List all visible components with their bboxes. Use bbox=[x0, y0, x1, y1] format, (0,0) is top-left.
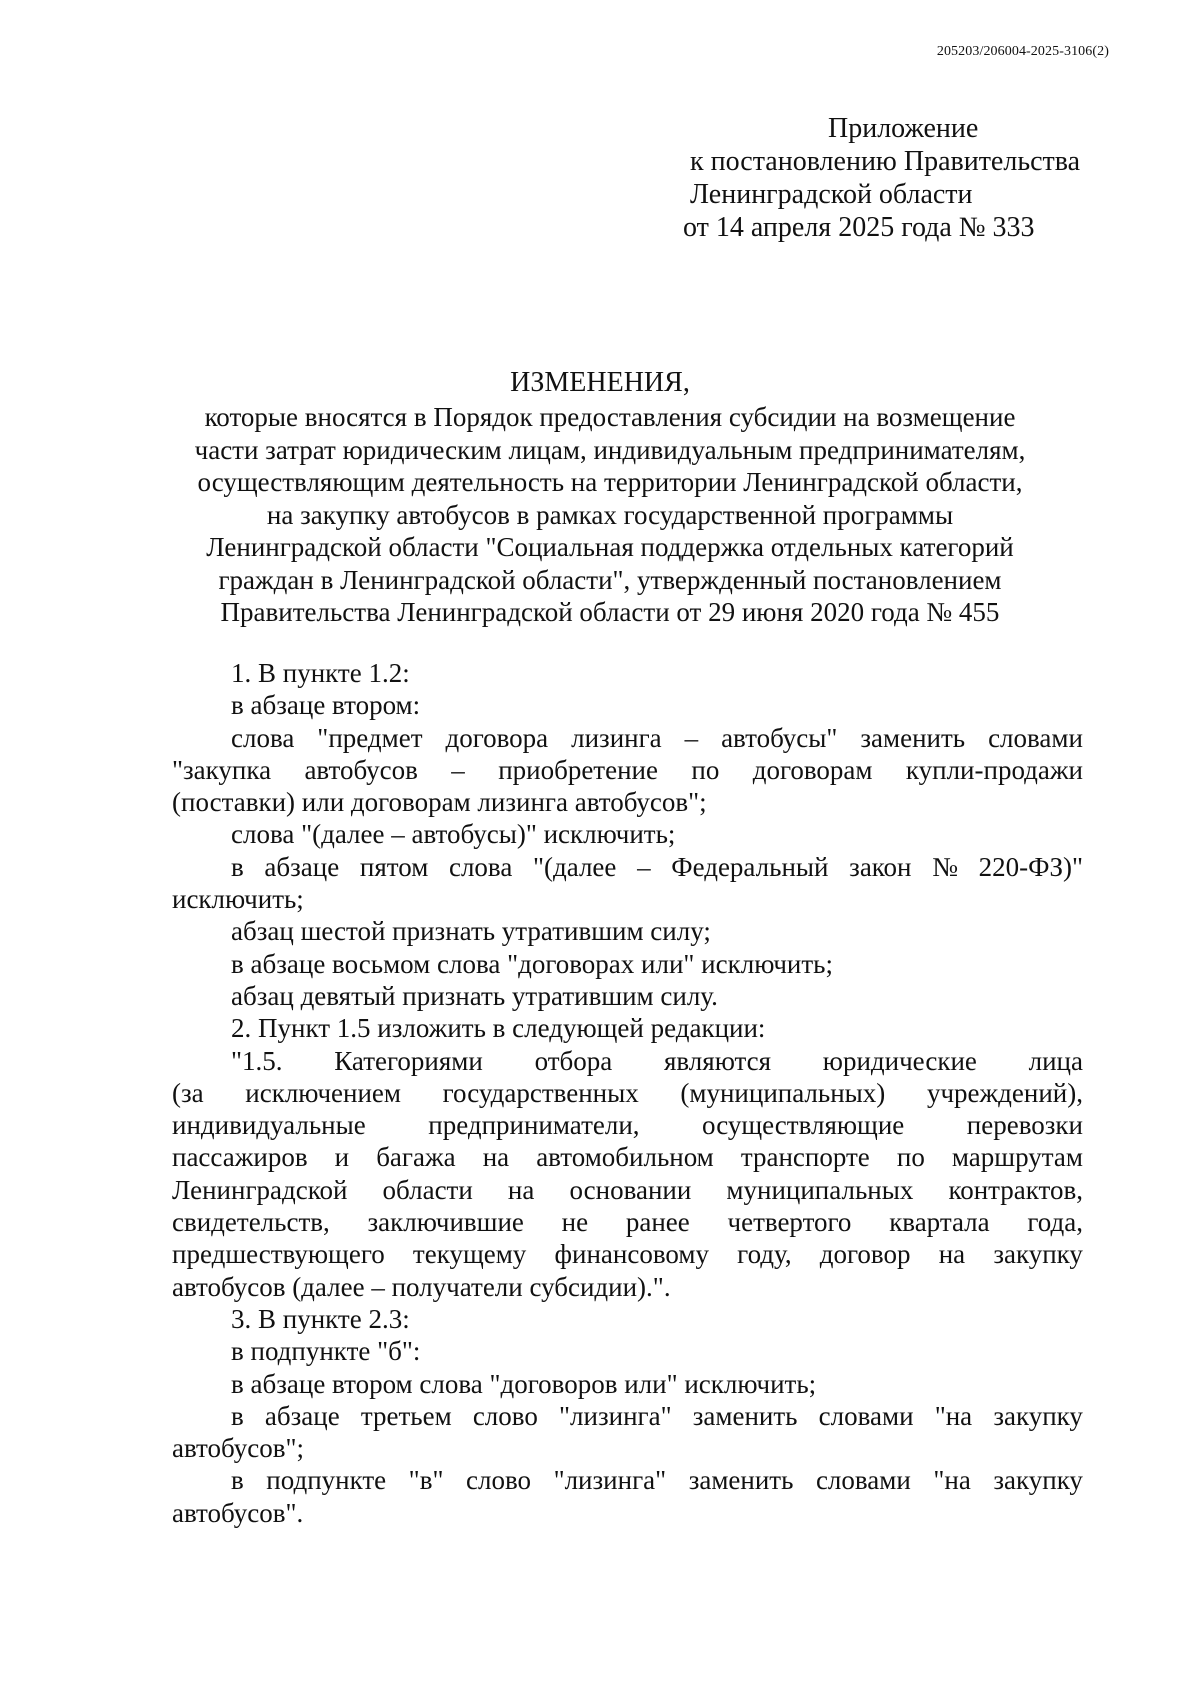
word: лица bbox=[1028, 1045, 1083, 1076]
word: в bbox=[231, 1400, 244, 1431]
document-body bbox=[172, 657, 1083, 1529]
word: не bbox=[561, 1207, 589, 1238]
word: слово bbox=[472, 1400, 538, 1431]
word: контрактов, bbox=[948, 1174, 1083, 1205]
word: отбора bbox=[534, 1045, 613, 1076]
word: закупку bbox=[993, 1465, 1083, 1496]
word: муниципальных bbox=[726, 1174, 914, 1205]
word: купли-продажи bbox=[905, 754, 1083, 785]
word: "на bbox=[934, 1400, 973, 1431]
word: слова bbox=[448, 851, 513, 882]
word: году, bbox=[737, 1239, 792, 1270]
word: перевозки bbox=[966, 1110, 1083, 1141]
word: слово bbox=[466, 1465, 532, 1496]
word: учреждений), bbox=[926, 1077, 1083, 1108]
word: индивидуальные bbox=[172, 1110, 366, 1141]
word: договора bbox=[445, 722, 549, 753]
word: закупку bbox=[993, 1400, 1083, 1431]
word: являются bbox=[663, 1045, 772, 1076]
word: 220-ФЗ)" bbox=[978, 851, 1083, 882]
word: квартала bbox=[889, 1207, 990, 1238]
word: приобретение bbox=[498, 754, 658, 785]
word: договор bbox=[819, 1239, 911, 1270]
word: на bbox=[482, 1142, 510, 1173]
appendix-reference: к постановлению Правительства bbox=[690, 146, 1081, 177]
justified-line bbox=[172, 1238, 1083, 1270]
word: Федеральный bbox=[671, 851, 829, 882]
appendix-date-number: от 14 апреля 2025 года № 333 bbox=[683, 212, 1035, 243]
justified-line bbox=[172, 1141, 1083, 1173]
word: автомобильном bbox=[536, 1142, 714, 1173]
justified-line bbox=[172, 754, 1083, 786]
paragraph-end-line: автобусов". bbox=[172, 1497, 304, 1528]
word: словами bbox=[818, 1400, 914, 1431]
word: "предмет bbox=[317, 722, 423, 753]
subtitle-line: на закупку автобусов в рамках государственной программы bbox=[266, 499, 954, 530]
subtitle-line: части затрат юридическим лицам, индивидуальным предпринимателям, bbox=[194, 434, 1026, 465]
word: – bbox=[684, 722, 699, 753]
paragraph-end-line: автобусов (далее – получатели субсидии).". bbox=[172, 1271, 671, 1302]
word: в bbox=[231, 1465, 244, 1496]
subtitle-line: Правительства Ленинградской области от 29 июня 2020 года № 455 bbox=[220, 597, 1000, 627]
word: закон bbox=[849, 851, 912, 882]
justified-line bbox=[172, 1464, 1083, 1496]
word: автобусы" bbox=[721, 722, 838, 753]
paragraph: 3. В пункте 2.3: bbox=[231, 1303, 410, 1334]
word: свидетельств, bbox=[172, 1207, 330, 1238]
word: третьем bbox=[360, 1400, 452, 1431]
word: заменить bbox=[692, 1400, 798, 1431]
paragraph: в абзаце втором слова "договоров или" исключить; bbox=[231, 1368, 817, 1399]
word: "1.5. bbox=[231, 1045, 283, 1076]
justified-line bbox=[172, 1077, 1083, 1109]
word: текущему bbox=[412, 1239, 527, 1270]
justified-line bbox=[172, 1400, 1083, 1432]
paragraph: 1. В пункте 1.2: bbox=[231, 658, 410, 688]
word: словами bbox=[815, 1465, 911, 1496]
word: в bbox=[231, 851, 244, 882]
word: года, bbox=[1027, 1207, 1083, 1238]
paragraph-end-line: (поставки) или договорам лизинга автобусов"; bbox=[172, 787, 707, 818]
justified-line bbox=[172, 722, 1083, 754]
word: пассажиров bbox=[172, 1142, 308, 1173]
appendix-block bbox=[683, 112, 1130, 244]
word: области bbox=[382, 1174, 473, 1205]
justified-line bbox=[172, 1206, 1083, 1238]
document-subtitle bbox=[140, 401, 1080, 629]
appendix-title: Приложение bbox=[828, 113, 979, 144]
word: осуществляющие bbox=[702, 1110, 905, 1141]
word: государственных bbox=[442, 1077, 639, 1108]
word: по bbox=[896, 1142, 925, 1173]
word: "закупка bbox=[172, 754, 272, 785]
paragraph: абзац девятый признать утратившим силу. bbox=[231, 980, 718, 1011]
word: Ленинградской bbox=[172, 1174, 348, 1205]
word: пятом bbox=[359, 851, 429, 882]
word: четвертого bbox=[727, 1207, 852, 1238]
word: ранее bbox=[625, 1207, 690, 1238]
word: маршрутам bbox=[951, 1142, 1083, 1173]
word: (муниципальных) bbox=[680, 1077, 886, 1108]
word: основании bbox=[569, 1174, 692, 1205]
paragraph: 2. Пункт 1.5 изложить в следующей редакции: bbox=[231, 1013, 766, 1044]
paragraph: абзац шестой признать утратившим силу; bbox=[231, 916, 711, 947]
word: "лизинга" bbox=[559, 1400, 672, 1431]
word: предшествующего bbox=[172, 1239, 385, 1270]
word: по bbox=[691, 754, 720, 785]
word: заключившие bbox=[367, 1207, 524, 1238]
word: подпункте bbox=[266, 1465, 387, 1496]
word: транспорте bbox=[740, 1142, 870, 1173]
word: на bbox=[507, 1174, 535, 1205]
word: заменить bbox=[860, 722, 966, 753]
word: Категориями bbox=[334, 1045, 483, 1076]
justified-line bbox=[172, 1109, 1083, 1141]
subtitle-line: Ленинградской области "Социальная поддержка отдельных категорий bbox=[206, 532, 1014, 562]
word: – bbox=[451, 754, 465, 785]
justified-line bbox=[172, 1174, 1083, 1206]
word: договорам bbox=[752, 754, 873, 785]
word: слова bbox=[231, 722, 295, 753]
word: исключением bbox=[245, 1077, 401, 1108]
appendix-region: Ленинградской области bbox=[690, 179, 973, 210]
paragraph: в подпункте "б": bbox=[231, 1336, 421, 1367]
paragraph: в абзаце втором: bbox=[231, 690, 421, 721]
word: словами bbox=[988, 722, 1083, 753]
paragraph-end-line: автобусов"; bbox=[172, 1433, 304, 1464]
word: багажа bbox=[376, 1142, 456, 1173]
paragraph: в абзаце восьмом слова "договорах или" исключить; bbox=[231, 948, 833, 979]
word: абзаце bbox=[264, 851, 340, 882]
word: закупку bbox=[993, 1239, 1083, 1270]
word: "на bbox=[933, 1465, 971, 1496]
word: на bbox=[938, 1239, 966, 1270]
word: финансовому bbox=[554, 1239, 709, 1270]
justified-line bbox=[172, 851, 1083, 883]
document-registration-code: 205203/206004-2025-3106(2) bbox=[936, 44, 1109, 59]
word: абзаце bbox=[264, 1400, 340, 1431]
subtitle-line: осуществляющим деятельность на территории Ленинградской области, bbox=[197, 467, 1023, 497]
word: "(далее bbox=[532, 851, 617, 882]
paragraph: слова "(далее – автобусы)" исключить; bbox=[231, 819, 676, 850]
word: юридические bbox=[822, 1045, 977, 1076]
word: заменить bbox=[688, 1465, 794, 1496]
word: № bbox=[932, 851, 958, 882]
word: "в" bbox=[408, 1465, 444, 1496]
word: (за bbox=[172, 1077, 204, 1108]
paragraph-end-line: исключить; bbox=[172, 884, 304, 915]
word: – bbox=[637, 851, 651, 882]
document-title: ИЗМЕНЕНИЯ, bbox=[510, 367, 690, 398]
word: лизинга bbox=[571, 722, 662, 753]
word: и bbox=[334, 1142, 350, 1173]
word: предприниматели, bbox=[428, 1110, 640, 1141]
subtitle-line: граждан в Ленинградской области", утвержденный постановлением bbox=[218, 564, 1002, 595]
word: автобусов bbox=[304, 754, 418, 785]
word: "лизинга" bbox=[553, 1465, 667, 1496]
subtitle-line: которые вносятся в Порядок предоставления субсидии на возмещение bbox=[204, 402, 1016, 432]
justified-line bbox=[172, 1045, 1083, 1077]
